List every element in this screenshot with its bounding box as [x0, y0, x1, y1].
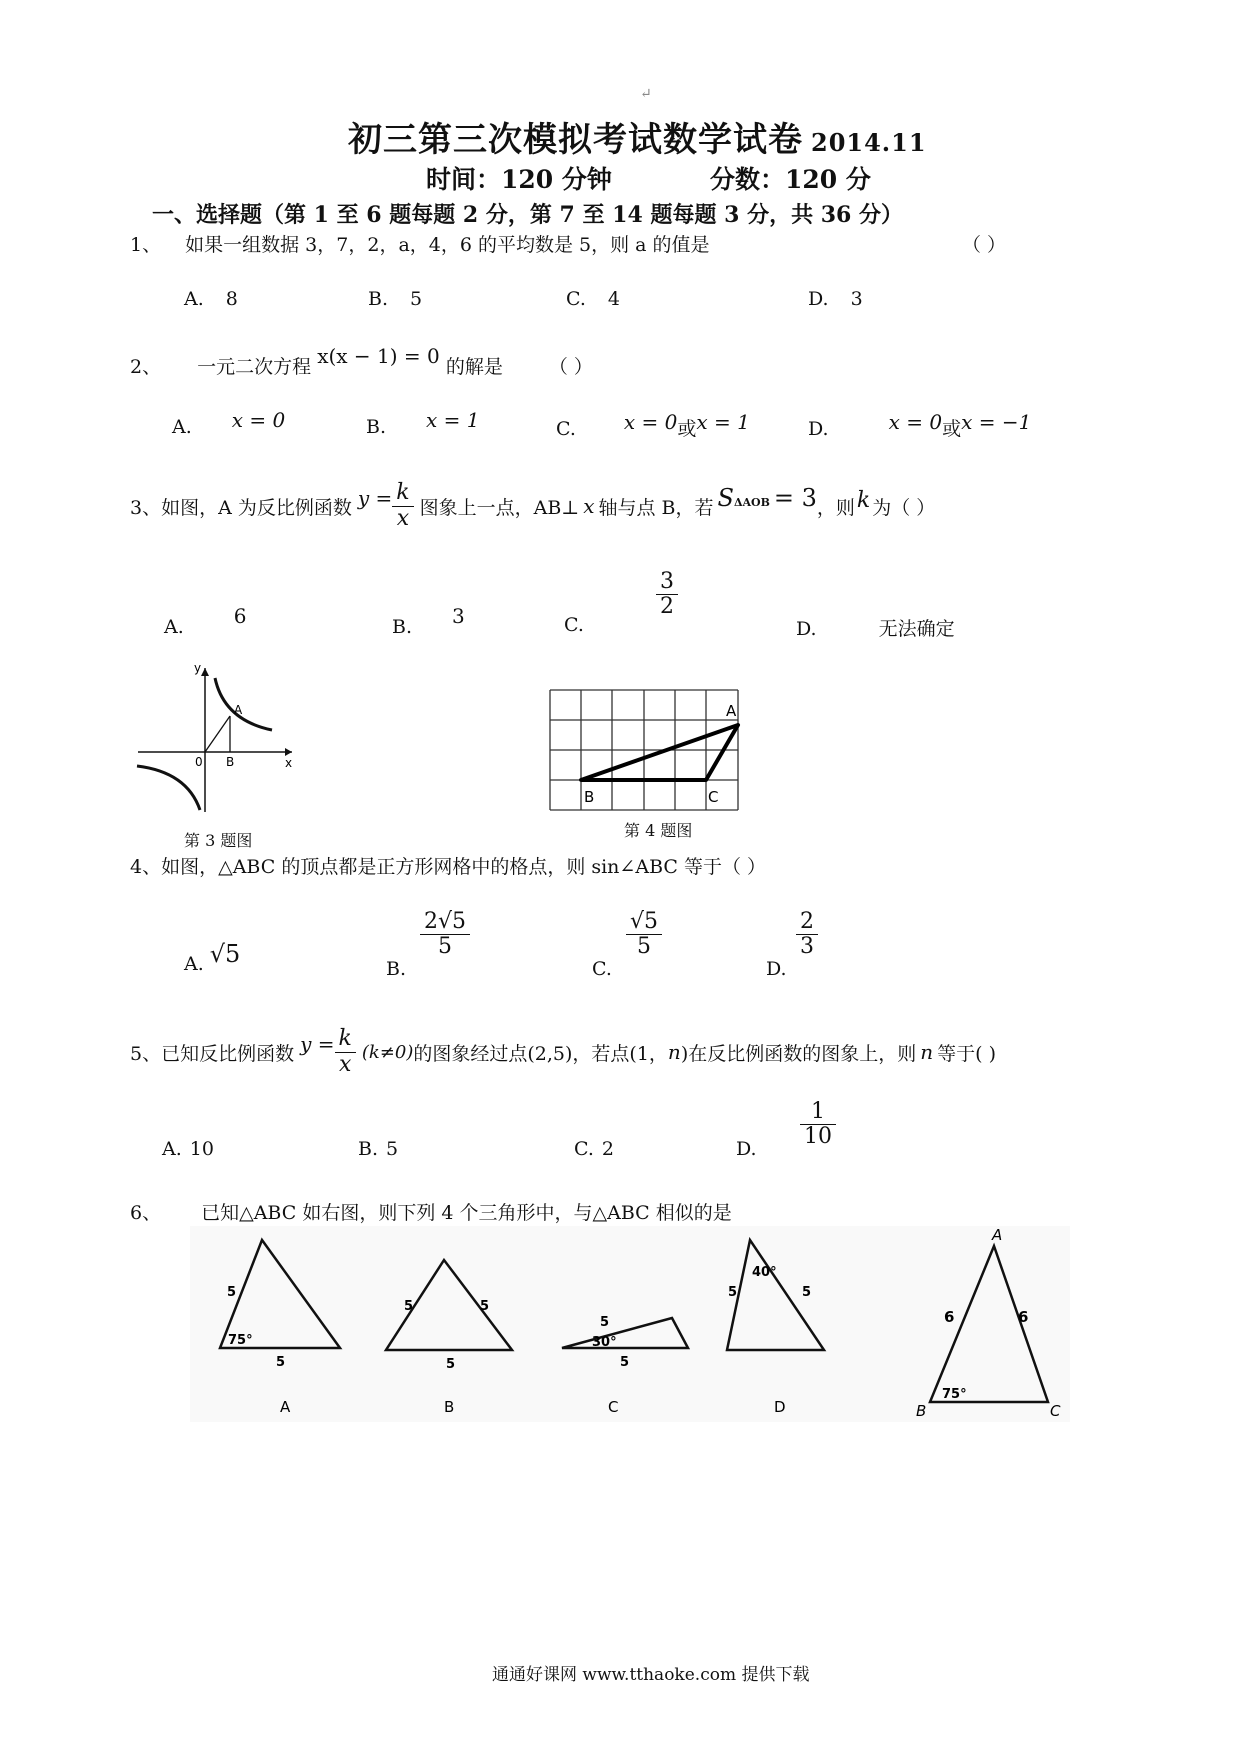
function-y-eq: y = [300, 1032, 335, 1056]
option-a [184, 288, 238, 310]
option-b [368, 288, 422, 310]
fraction-numerator: √5 [626, 910, 662, 935]
question-number: 5、 [130, 1042, 162, 1065]
option-d [808, 410, 1032, 441]
option-letter: A. [172, 416, 192, 438]
question-2 [130, 344, 593, 379]
option-c [566, 288, 620, 310]
option-b [386, 958, 406, 980]
option-b-fraction [420, 910, 470, 959]
option-letter: D. [766, 958, 787, 980]
or-word: 或 [942, 418, 962, 440]
segment-oa [205, 716, 230, 752]
option-c [574, 1138, 614, 1160]
question-text: 图象上一点，AB⊥ [419, 496, 580, 519]
option-value: x = 1 [426, 408, 480, 432]
fraction-denominator: x [396, 505, 410, 531]
option-letter: B. [368, 288, 389, 310]
vertex-b-label: B [916, 1402, 927, 1420]
question-6 [130, 1198, 732, 1225]
function-y-eq: y = [357, 486, 393, 510]
section-heading-multiple-choice: 一、选择题（第 1 至 6 题每题 2 分，第 7 至 14 题每题 3 分，共 36 分） [152, 202, 903, 228]
vertex-b-label: B [584, 788, 595, 806]
n-variable: n [920, 1040, 934, 1064]
option-value: √5 [209, 940, 241, 968]
area-symbol: S [717, 484, 734, 512]
option-letter: B. [366, 416, 387, 438]
hyperbola-branch-left [137, 766, 200, 810]
option-value: 6 [233, 604, 247, 628]
point-a-label: A [234, 703, 243, 717]
side-label: 5 [227, 1285, 237, 1300]
option-d-fraction [800, 1100, 836, 1149]
fraction-numerator: 1 [800, 1100, 836, 1125]
question-number: 4、 [130, 856, 162, 878]
vertex-a-label: A [992, 1226, 1003, 1244]
option-b [358, 1138, 398, 1160]
option-letter: C. [574, 1138, 594, 1160]
option-value: x = 1 [696, 410, 750, 434]
option-d [766, 958, 787, 980]
option-letter: D. [736, 1138, 757, 1160]
option-letter: C. [566, 288, 586, 310]
option-letter: A. [184, 953, 204, 975]
fraction-numerator: 3 [656, 570, 678, 595]
option-letter: C. [592, 958, 612, 980]
angle-b-label: 75° [942, 1387, 967, 1402]
answer-paren: （ ） [548, 356, 593, 378]
fraction [796, 910, 818, 959]
triangle-label: D [774, 1398, 786, 1416]
option-value: 8 [225, 288, 238, 310]
equation: x(x − 1) = 0 [317, 344, 440, 368]
area-value: = 3 [773, 484, 817, 512]
option-letter: A. [162, 1138, 182, 1160]
area-subscript: ΔAOB [733, 495, 770, 509]
hyperbola-branch-right [215, 678, 272, 730]
y-axis-arrow [201, 668, 209, 676]
option-value: 10 [189, 1138, 214, 1160]
vertex-c-label: C [708, 788, 719, 806]
question-text: 如果一组数据 3，7，2，a，4，6 的平均数是 5，则 a 的值是 [185, 234, 710, 256]
option-c [556, 410, 750, 441]
side-label: 5 [620, 1355, 630, 1370]
fraction-denominator: 10 [804, 1124, 832, 1150]
fraction [420, 910, 470, 959]
exam-title-text: 初三第三次模拟考试数学试卷 [348, 120, 803, 160]
question-text-after: 的解是 [445, 356, 503, 378]
fraction-denominator: 5 [637, 934, 651, 960]
option-letter: D. [808, 418, 829, 440]
question-number: 6、 [130, 1202, 162, 1224]
triangle-abc [581, 725, 738, 780]
option-value: x = 0 [623, 410, 678, 434]
option-letter: C. [556, 418, 576, 440]
side-label: 5 [404, 1299, 414, 1314]
n-variable: n [667, 1040, 681, 1064]
question-4 [130, 852, 766, 879]
option-b [392, 604, 465, 638]
question-text: 等于( ) [937, 1042, 996, 1065]
side-label: 5 [480, 1299, 490, 1314]
option-letter: D. [796, 618, 817, 640]
vertex-a-label: A [726, 702, 737, 720]
question-text: 已知△ABC 如右图，则下列 4 个三角形中，与△ABC 相似的是 [201, 1202, 732, 1224]
k-condition: (k≠0) [361, 1041, 414, 1063]
option-letter: B. [392, 616, 413, 638]
exam-title [348, 112, 927, 161]
option-letter: A. [184, 288, 204, 310]
triangle-label: B [444, 1398, 455, 1416]
question-text: 已知反比例函数 [161, 1042, 295, 1065]
triangle-label: A [280, 1398, 291, 1416]
question-5 [130, 1020, 996, 1084]
triangle-label: C [608, 1398, 619, 1416]
fraction [656, 570, 678, 619]
fraction-k-over-x [392, 481, 413, 530]
option-d [796, 614, 955, 641]
fraction-denominator: 5 [438, 934, 452, 960]
figure-q3-graph [132, 660, 302, 820]
figure-q4-caption: 第 4 题图 [624, 821, 693, 840]
question-1 [130, 230, 710, 257]
option-value: 3 [452, 604, 465, 628]
total-score: 分数：120 分 [710, 165, 871, 194]
option-b [366, 408, 480, 438]
figure-q3-caption: 第 3 题图 [184, 831, 253, 850]
question-text: )在反比例函数的图象上，则 [680, 1042, 917, 1065]
option-letter: B. [386, 958, 407, 980]
option-letter: A. [164, 616, 184, 638]
option-value: 无法确定 [878, 618, 955, 640]
question-text: 如图，△ABC 的顶点都是正方形网格中的格点，则 sin∠ABC 等于（ ） [161, 856, 766, 878]
option-d [808, 288, 863, 310]
side-label: 5 [728, 1285, 738, 1300]
fraction-numerator: k [335, 1027, 356, 1052]
figure-q6-triangles [190, 1222, 1070, 1422]
or-word: 或 [677, 418, 697, 440]
side-ab-label: 6 [944, 1308, 955, 1326]
angle-label: 30° [592, 1335, 617, 1350]
option-c-fraction [656, 570, 678, 619]
option-value: 5 [386, 1138, 399, 1160]
question-text: 如图，A 为反比例函数 [161, 496, 352, 519]
option-value: x = −1 [961, 410, 1032, 434]
fraction-k-over-x [335, 1027, 356, 1076]
x-axis-arrow [285, 748, 292, 756]
question-text: 轴与点 B，若 [598, 496, 714, 519]
option-a [184, 940, 241, 976]
fraction-denominator: 3 [800, 934, 814, 960]
k-variable: k [856, 487, 871, 513]
answer-paren: （ ） [962, 234, 1007, 256]
question-text: ，则 [816, 496, 855, 519]
option-value: x = 0 [888, 410, 943, 434]
option-c-fraction [626, 910, 662, 959]
option-c [592, 958, 612, 980]
paragraph-mark: ↵ [640, 86, 652, 102]
option-a [164, 604, 247, 638]
question-3 [130, 474, 935, 538]
option-value: 5 [410, 288, 423, 310]
side-label: 5 [802, 1285, 812, 1300]
option-value: 4 [607, 288, 620, 310]
figure-q4-grid [548, 688, 744, 814]
fraction-numerator: k [392, 481, 413, 506]
option-value: 3 [850, 288, 863, 310]
side-label: 5 [276, 1355, 286, 1370]
origin-label: 0 [195, 755, 203, 769]
option-a [172, 408, 286, 438]
option-letter: D. [808, 288, 829, 310]
question-number: 3、 [130, 496, 162, 519]
side-label: 5 [600, 1315, 610, 1330]
side-label: 5 [446, 1357, 456, 1372]
fraction-denominator: 2 [660, 594, 674, 620]
point-b-label: B [226, 755, 235, 769]
time-limit: 时间：120 分钟 [426, 165, 612, 194]
angle-label: 75° [228, 1333, 253, 1348]
question-text: 的图象经过点(2,5)，若点(1， [413, 1042, 668, 1065]
option-d-fraction [796, 910, 818, 959]
x-variable: x [583, 494, 595, 518]
vertex-c-label: C [1050, 1402, 1061, 1420]
fraction-denominator: x [338, 1051, 352, 1077]
question-number: 1、 [130, 234, 162, 256]
x-axis-label: x [285, 756, 293, 770]
option-d [736, 1138, 757, 1160]
option-letter: B. [358, 1138, 379, 1160]
option-value: 2 [601, 1138, 614, 1160]
option-value: x = 0 [231, 408, 286, 432]
angle-label: 40° [752, 1265, 777, 1280]
option-c [564, 614, 584, 636]
side-ac-label: 6 [1018, 1308, 1029, 1326]
footer-source: 通通好课网 www.tthaoke.com 提供下载 [492, 1665, 810, 1685]
fraction [800, 1100, 836, 1149]
fraction [626, 910, 662, 959]
exam-date: 2014.11 [811, 128, 927, 157]
option-a [162, 1138, 214, 1160]
question-text: 为（ ） [872, 496, 936, 519]
y-axis-label: y [194, 661, 202, 675]
option-letter: C. [564, 614, 584, 636]
question-text-before: 一元二次方程 [197, 356, 312, 378]
fraction-numerator: 2 [796, 910, 818, 935]
question-number: 2、 [130, 356, 162, 378]
fraction-numerator: 2√5 [420, 910, 470, 935]
